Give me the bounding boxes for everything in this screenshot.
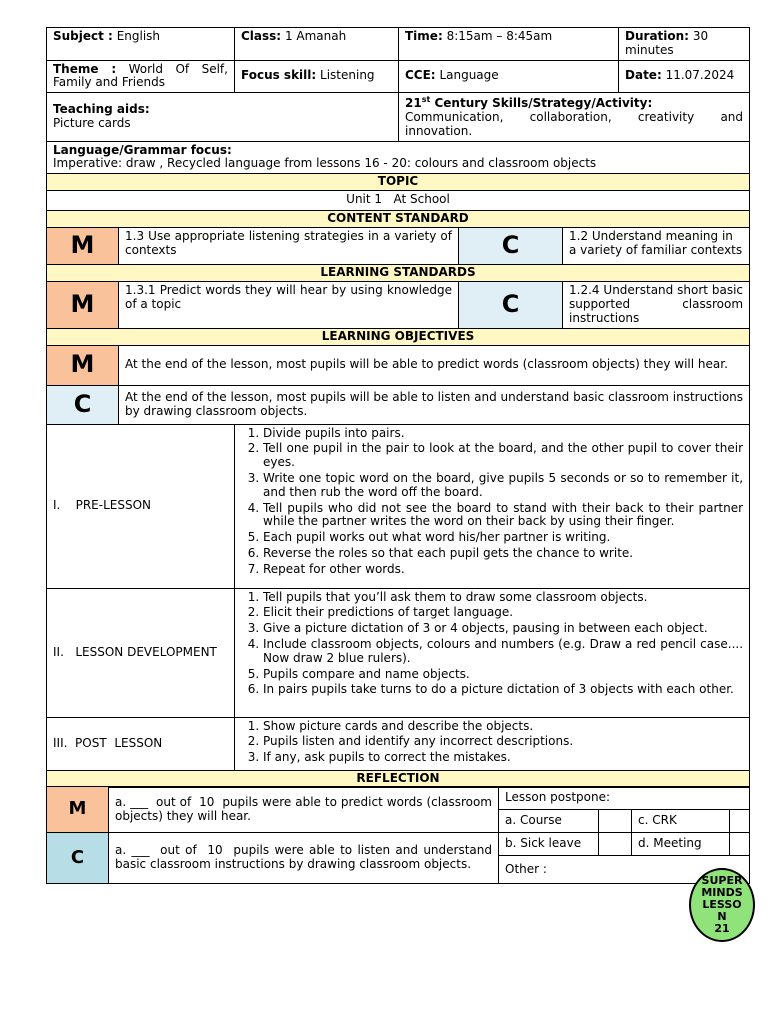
topic-value: Unit 1 At School	[47, 191, 750, 211]
skills-label-sup: st	[421, 95, 431, 105]
cs-c-text: 1.2 Understand meaning in a variety of familiar contexts	[563, 228, 750, 265]
stage-post-lesson-steps	[235, 717, 750, 770]
ls-c-text: 1.2.4 Understand short basic supported classroom instructions	[563, 282, 750, 328]
ls-m-text: 1.3.1 Predict words they will hear by using knowledge of a topic	[119, 282, 459, 328]
ls-c-letter: C	[459, 282, 563, 328]
theme-label: Theme :	[53, 61, 117, 76]
skills-cell	[399, 93, 750, 141]
ls-m-letter: M	[47, 282, 119, 328]
grammar-cell	[47, 141, 750, 174]
reflection-m-letter: M	[47, 787, 109, 833]
step: 5. Each pupil works out what word his/her partner is writing.	[263, 531, 743, 545]
focus-skill-label: Focus skill:	[241, 68, 317, 83]
reflection-c-text: a. ___ out of 10 pupils were able to listen and understand basic classroom instructions by drawing classroom objects.	[109, 833, 499, 884]
cs-c-letter: C	[459, 228, 563, 265]
step: 6. Reverse the roles so that each pupil gets the chance to write.	[263, 547, 743, 561]
lo-c-text: At the end of the lesson, most pupils will be able to listen and understand basic classroom instructions by drawing classroom objects.	[119, 385, 750, 424]
subject-cell	[47, 28, 235, 61]
step: 3. Write one topic word on the board, give pupils 5 seconds or so to remember it, and then rub the word off the board.	[263, 472, 743, 500]
teaching-aids-label: Teaching aids:	[53, 102, 150, 117]
step: 2. Elicit their predictions of target language.	[263, 606, 743, 620]
reflection-heading: REFLECTION	[47, 770, 750, 787]
lesson-plan-table	[46, 27, 750, 788]
reflection-m-text: a. ___ out of 10 pupils were able to predict words (classroom objects) they will hear.	[109, 787, 499, 833]
step: 2. Pupils listen and identify any incorrect descriptions.	[263, 735, 743, 749]
topic-heading: TOPIC	[47, 174, 750, 191]
badge-line: LESSO	[702, 898, 742, 911]
option-course: a. Course	[499, 810, 599, 833]
theme-cell	[47, 60, 235, 93]
date-value: 11.07.2024	[665, 68, 735, 83]
badge-line: 21	[714, 922, 730, 935]
step: 5. Pupils compare and name objects.	[263, 668, 743, 682]
skills-label	[405, 95, 743, 111]
step: 1. Tell pupils that you’ll ask them to draw some classroom objects.	[263, 591, 743, 605]
badge-line: MINDS	[701, 886, 743, 899]
skills-label-num: 21	[405, 96, 422, 111]
content-standard-heading: CONTENT STANDARD	[47, 211, 750, 228]
stage-post-lesson-label: III. POST LESSON	[47, 717, 235, 770]
stage-pre-lesson-label: I. PRE-LESSON	[47, 424, 235, 588]
class-value: 1 Amanah	[284, 29, 347, 43]
option-crk: c. CRK	[632, 810, 730, 833]
badge-line: N	[717, 910, 727, 923]
step: 3. If any, ask pupils to correct the mistakes.	[263, 751, 743, 765]
duration-cell	[619, 28, 750, 61]
duration-value: 30 minutes	[625, 29, 709, 57]
option-sick-leave: b. Sick leave	[499, 833, 599, 856]
lesson-badge	[689, 868, 755, 942]
step: 2. Tell one pupil in the pair to look at the board, and the other pupil to cover their eyes.	[263, 442, 743, 470]
stage-lesson-development-label: II. LESSON DEVELOPMENT	[47, 588, 235, 717]
cs-m-text: 1.3 Use appropriate listening strategies in a variety of contexts	[119, 228, 459, 265]
step: 4. Include classroom objects, colours and numbers (e.g. Draw a red pencil case.... Now draw 2 blue rulers).	[263, 638, 743, 666]
grammar-value: Imperative: draw , Recycled language from lessons 16 - 20: colours and classroom objects	[53, 156, 597, 171]
cce-label: CCE:	[405, 68, 436, 83]
option-crk-box[interactable]	[730, 810, 750, 833]
lo-m-text: At the end of the lesson, most pupils will be able to predict words (classroom objects) they will hear.	[119, 345, 750, 385]
theme-value: World Of Self, Family and Friends	[53, 61, 228, 90]
step: 3. Give a picture dictation of 3 or 4 objects, pausing in between each object.	[263, 622, 743, 636]
option-sick-leave-box[interactable]	[599, 833, 632, 856]
step: 1. Divide pupils into pairs.	[263, 427, 743, 441]
reflection-table	[46, 786, 750, 884]
class-label: Class:	[241, 29, 282, 43]
other-label: Other :	[499, 856, 750, 884]
skills-label-text: Century Skills/Strategy/Activity:	[430, 96, 653, 111]
step: 4. Tell pupils who did not see the board to stand with their back to their partner while the partner writes the word on their back by using their finger.	[263, 502, 743, 530]
option-meeting: d. Meeting	[632, 833, 730, 856]
lesson-postpone-label: Lesson postpone:	[499, 787, 750, 810]
class-cell	[235, 28, 399, 61]
step: 6. In pairs pupils take turns to do a picture dictation of 3 objects with each other.	[263, 683, 743, 697]
option-meeting-box[interactable]	[730, 833, 750, 856]
step: 7. Repeat for other words.	[263, 563, 743, 577]
cce-value: Language	[439, 68, 499, 83]
focus-skill-cell	[235, 60, 399, 93]
time-value: 8:15am – 8:45am	[446, 29, 553, 43]
skills-value: Communication, collaboration, creativity and innovation.	[405, 109, 744, 138]
lesson-plan	[46, 27, 749, 884]
subject-value: English	[116, 29, 161, 43]
teaching-aids-cell	[47, 93, 399, 141]
badge-line: SUPER	[701, 874, 743, 887]
reflection-c-letter: C	[47, 833, 109, 884]
focus-skill-value: Listening	[320, 68, 375, 83]
learning-standards-heading: LEARNING STANDARDS	[47, 265, 750, 282]
lo-c-letter: C	[47, 385, 119, 424]
subject-label: Subject :	[53, 29, 113, 43]
date-label: Date:	[625, 68, 662, 83]
date-cell	[619, 60, 750, 93]
stage-pre-lesson-steps	[235, 424, 750, 588]
stage-lesson-development-steps	[235, 588, 750, 717]
cce-cell	[399, 60, 619, 93]
cs-m-letter: M	[47, 228, 119, 265]
lo-m-letter: M	[47, 345, 119, 385]
step: 1. Show picture cards and describe the objects.	[263, 720, 743, 734]
teaching-aids-value: Picture cards	[53, 115, 131, 130]
grammar-label: Language/Grammar focus:	[53, 142, 232, 157]
option-course-box[interactable]	[599, 810, 632, 833]
learning-objectives-heading: LEARNING OBJECTIVES	[47, 328, 750, 345]
time-cell	[399, 28, 619, 61]
duration-label: Duration:	[625, 29, 689, 43]
time-label: Time:	[405, 29, 443, 43]
